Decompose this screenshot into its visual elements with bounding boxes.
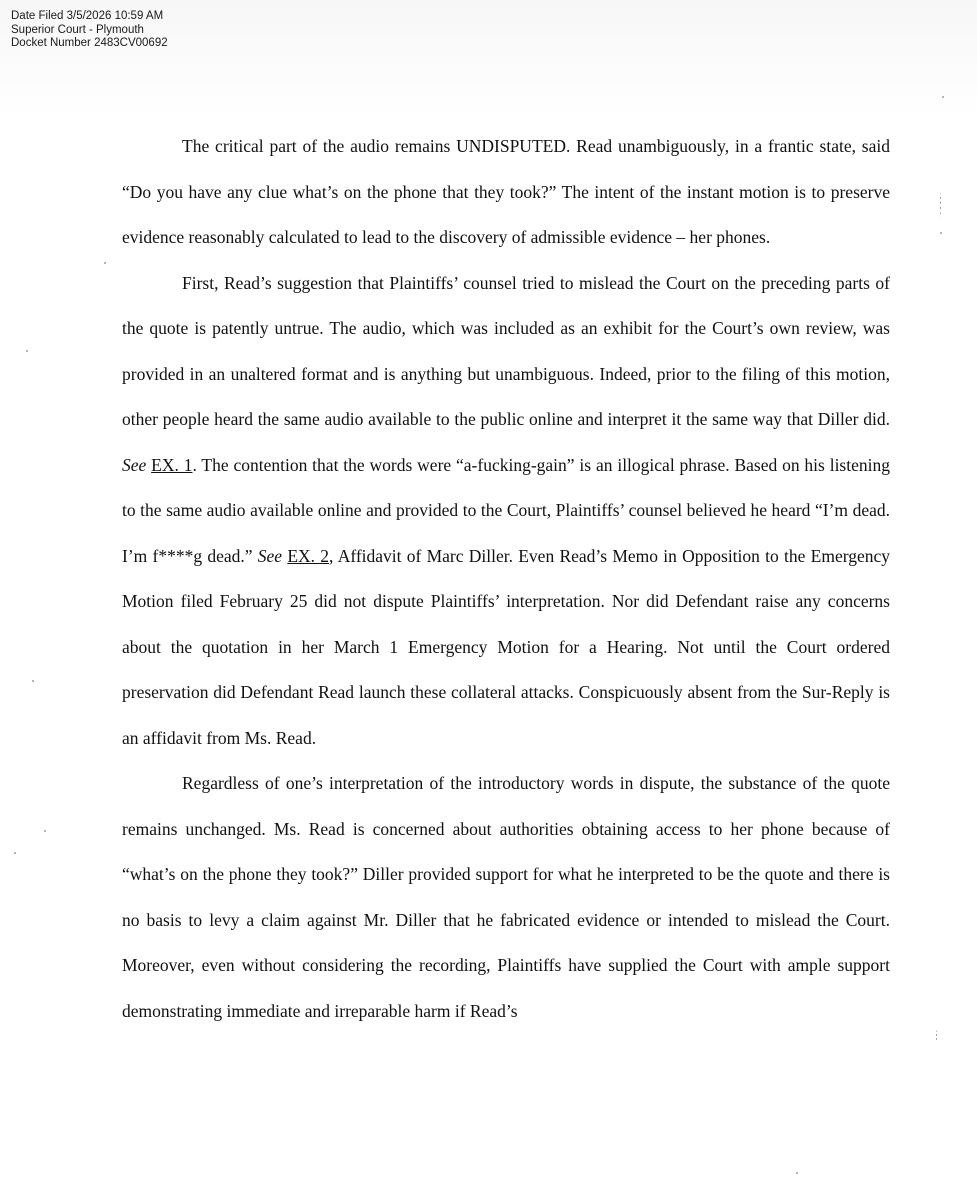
scan-speck: [104, 262, 106, 264]
scan-speck: [32, 680, 34, 682]
paragraph-first-text-3: , Affidavit of Marc Diller. Even Read’s Memo in Opposition to the Emergency Motion filed February 25 did not dispute Plaintiffs’ interpretation. Nor did Defendant raise any concerns about the quotation in her March 1 Emergency Motion for a Hearing. Not until the Court ordered preservation did Defendant Read launch these collateral attacks. Conspicuously absent from the Sur-Reply is an affidavit from Ms. Read.: [122, 545, 891, 748]
see-signal-2: See: [257, 545, 283, 566]
see-signal-1: See: [122, 454, 147, 475]
scan-speck: [26, 350, 28, 352]
scan-speck: [942, 96, 944, 98]
paragraph-first: [122, 261, 890, 762]
scan-speck: [940, 192, 941, 218]
document-body: [122, 124, 890, 1034]
scan-speck: [940, 232, 942, 234]
paragraph-undisputed: The critical part of the audio remains UNDISPUTED. Read unambiguously, in a frantic state, said “Do you have any clue what’s on the phone that they took?” The intent of the instant motion is to preserve evidence reasonably calculated to lead to the discovery of admissible evidence – her phones.: [122, 136, 890, 247]
exhibit-1-reference: EX. 1: [151, 454, 193, 475]
court-line: Superior Court - Plymouth: [11, 23, 144, 36]
scan-speck: [796, 1172, 798, 1174]
docket-number-line: Docket Number 2483CV00692: [11, 37, 168, 49]
paragraph-first-text-1: First, Read’s suggestion that Plaintiffs’ counsel tried to mislead the Court on the preceding parts of the quote is patently untrue. The audio, which was included as an exhibit for the Court’s own review, was provided in an unaltered format and is anything but unambiguous. Indeed, prior to the filing of this motion, other people heard the same audio available to the public online and interpret it the same way that Diller did.: [122, 272, 890, 429]
paragraph-regardless: Regardless of one’s interpretation of the introductory words in dispute, the substance of the quote remains unchanged. Ms. Read is concerned about authorities obtaining access to her phone because of “what’s on the phone they took?” Diller provided support for what he interpreted to be the quote and there is no basis to levy a claim against Mr. Diller that he fabricated evidence or intended to mislead the Court. Moreover, even without considering the recording, Plaintiffs have supplied the Court with ample support demonstrating immediate and irreparable harm if Read’s: [122, 773, 890, 1021]
exhibit-2-reference: EX. 2: [287, 545, 330, 566]
scan-speck: [936, 1030, 937, 1042]
scan-speck: [44, 830, 46, 832]
date-filed-line: Date Filed 3/5/2026 10:59 AM: [11, 10, 164, 22]
scan-speck: [14, 852, 16, 854]
paragraph-first-text-2: . The contention that the words were “a-fucking-gain” is an illogical phrase. Based on his listening to the same audio available online and provided to the Court, Plaintiffs’ counsel believed he heard “I’m dead. I’m f****g dead.”: [122, 454, 890, 566]
filing-stamp-header: [11, 10, 168, 51]
